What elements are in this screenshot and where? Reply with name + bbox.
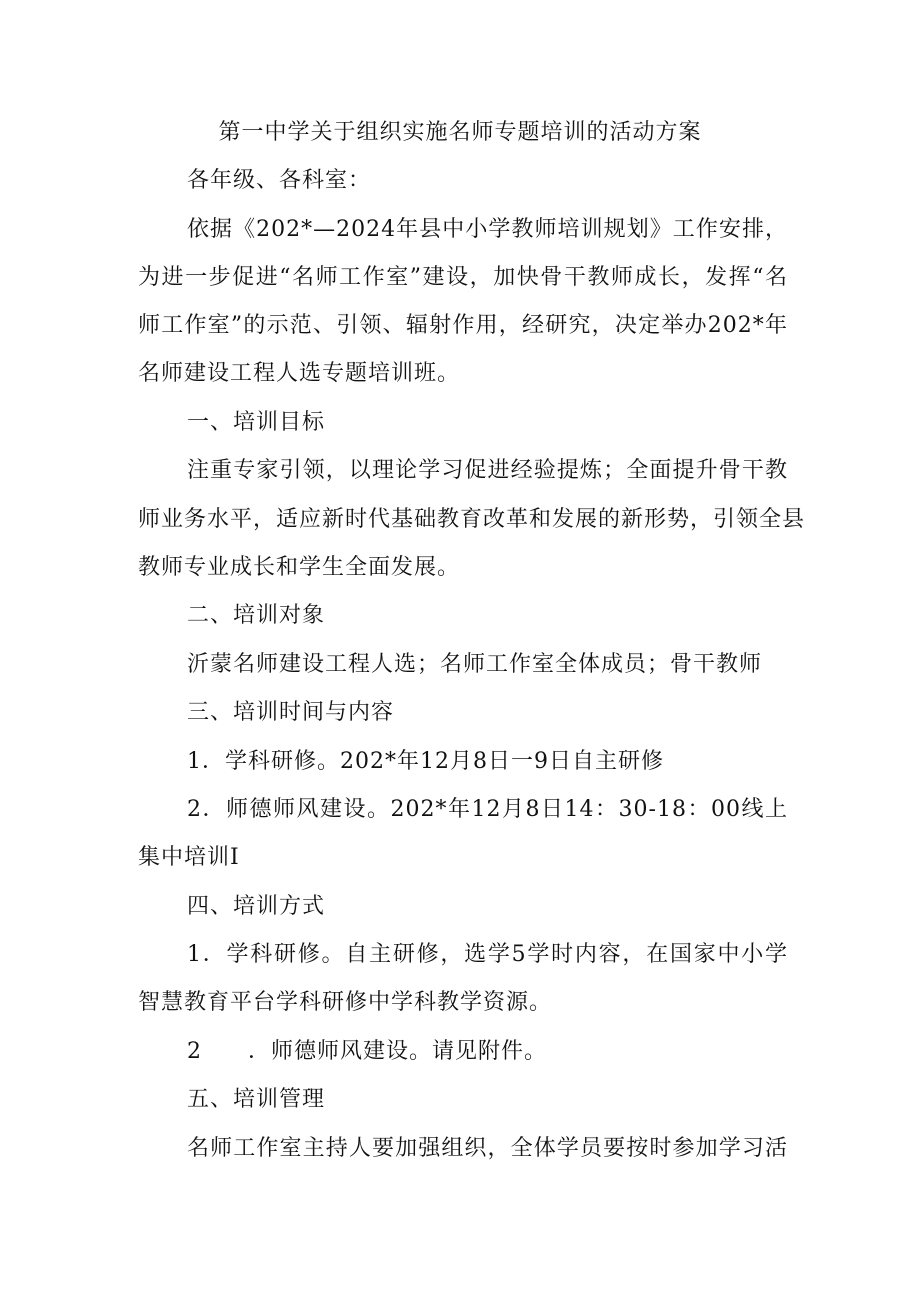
document-title: 第一中学关于组织实施名师专题培训的活动方案 xyxy=(218,120,702,145)
section1-heading: 一、培训目标 xyxy=(187,410,326,435)
section4-heading: 四、培训方式 xyxy=(187,894,326,919)
section1-line-2: 师业务水平，适应新时代基础教育改革和发展的新形势，引领全县 xyxy=(138,507,806,532)
section5-heading: 五、培训管理 xyxy=(187,1087,326,1112)
salutation: 各年级、各科室： xyxy=(187,168,372,193)
section1-line-1: 注重专家引领，以理论学习促进经验提炼；全面提升骨干教 xyxy=(187,458,788,483)
section3-heading: 三、培训时间与内容 xyxy=(187,700,395,725)
section1-line-3: 教师专业成长和学生全面发展。 xyxy=(138,555,461,580)
section3-line-2: 2．师德师风建设。202*年12月8日14：30-18：00线上 xyxy=(187,797,788,822)
section3-line-3: 集中培训Ⅰ xyxy=(138,845,240,870)
section2-line-1: 沂蒙名师建设工程人选；名师工作室全体成员；骨干教师 xyxy=(187,652,763,677)
section2-heading: 二、培训对象 xyxy=(187,603,326,628)
intro-line-4: 名师建设工程人选专题培训班。 xyxy=(138,361,461,386)
intro-line-2: 为进一步促进“名师工作室”建设，加快骨干教师成长，发挥“名 xyxy=(138,265,788,290)
section4-line-2: 智慧教育平台学科研修中学科教学资源。 xyxy=(138,990,553,1015)
section4-line-3: 2 ．师德师风建设。请见附件。 xyxy=(187,1039,547,1064)
section4-line-1: 1．学科研修。自主研修，选学5学时内容，在国家中小学 xyxy=(187,942,788,967)
section3-line-1: 1．学科研修。202*年12月8日一9日自主研修 xyxy=(187,749,664,774)
intro-line-1: 依据《202*—2024年县中小学教师培训规划》工作安排， xyxy=(187,217,788,242)
intro-line-3: 师工作室”的示范、引领、辐射作用，经研究，决定举办202*年 xyxy=(138,313,788,338)
section5-line-1: 名师工作室主持人要加强组织，全体学员要按时参加学习活 xyxy=(187,1136,788,1161)
